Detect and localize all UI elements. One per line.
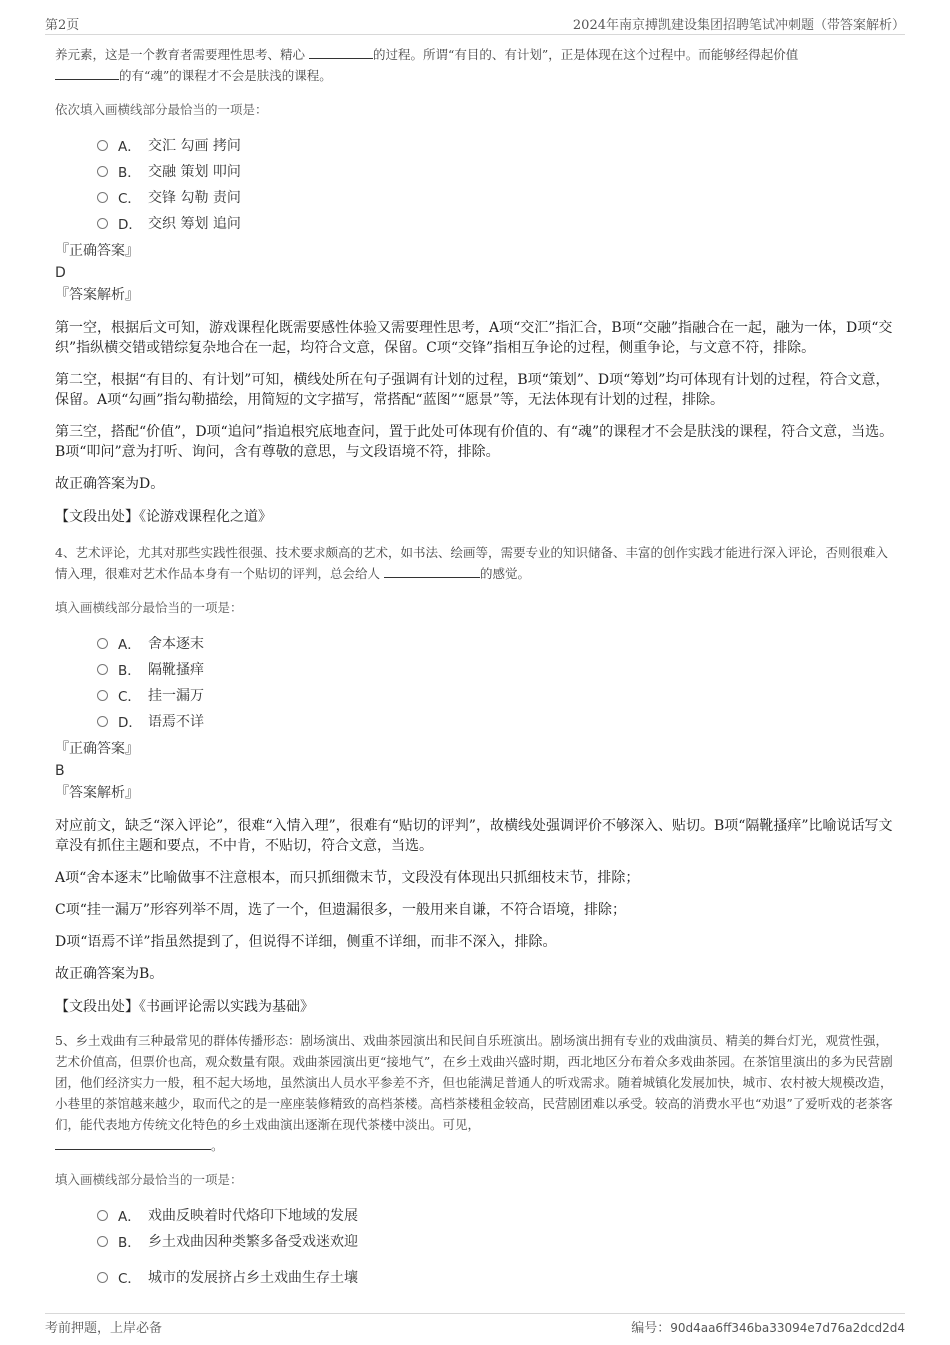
answer-tag: 『正确答案』: [55, 741, 139, 757]
question-5-text: 5、乡土戏曲有三种最常见的群体传播形态：剧场演出、戏曲茶园演出和民间自乐班演出。剧场演出拥有专业的戏曲演员、精美的舞台灯光，观赏性强，艺术价值高，但票价也高，观众数量有限。戏曲茶园演出更“接地气”，在乡土戏曲兴盛时期，西北地区分布着众多戏曲茶园。在茶馆里演出的多为民营剧团，他们经济实力一般，租不起大场地，虽然演出人员水平参差不齐，但也能满足普通人的听戏需求。随着城镇化发展加快，城市、农村被大规模改造，小巷里的茶馆越来越少，取而代之的是一座座装修精致的高档茶楼。高档茶楼租金较高，民营剧团难以承受。较高的消费水平也“劝退”了爱听戏的老茶客们，能代表地方传统文化特色的乡土戏曲演出逐渐在现代茶楼中淡出。可见， 。: [55, 1033, 893, 1153]
option-list: [55, 132, 900, 236]
fill-blank: [55, 1136, 211, 1150]
option-b[interactable]: B． 交融 策划 叩问: [55, 158, 900, 184]
page-footer: [45, 1313, 905, 1337]
explanation-paragraph: 第一空，根据后文可知，游戏课程化既需要感性体验又需要理性思考，A项“交汇”指汇合，B项“交融”指融合在一起，融为一体，D项“交织”指纵横交错或错综复杂地合在一起，均符合文意，保留。C项“交锋”指相互争论的过程，侧重争论，与文意不符，排除。: [55, 320, 893, 356]
radio-icon[interactable]: [97, 140, 108, 151]
question-3-text: 养元素，这是一个教育者需要理性思考、精心 的过程。所谓“有目的、有计划”，正是体现在这个过程中。而能够经得起价值 的有“魂”的课程才不会是肤浅的课程。: [55, 47, 799, 83]
question-4-text: 4、艺术评论，尤其对那些实践性很强、技术要求颇高的艺术，如书法、绘画等，需要专业的知识储备、丰富的创作实践才能进行深入评论，否则很难入情入理，很难对艺术作品本身有一个贴切的评判，总会给人 的感觉。: [55, 545, 888, 581]
page-number: 第2页: [45, 18, 80, 33]
question-instruction: 依次填入画横线部分最恰当的一项是：: [55, 102, 268, 117]
option-c[interactable]: C． 城市的发展挤占乡土戏曲生存土壤: [55, 1264, 900, 1290]
option-b[interactable]: B． 隔靴搔痒: [55, 656, 900, 682]
radio-icon[interactable]: [97, 218, 108, 229]
correct-answer: D: [55, 265, 66, 281]
footer-slogan: 考前押题，上岸必备: [45, 1321, 163, 1336]
option-a[interactable]: A． 交汇 勾画 拷问: [55, 132, 900, 158]
option-b[interactable]: B． 乡土戏曲因种类繁多备受戏迷欢迎: [55, 1228, 900, 1254]
explanation-paragraph: C项“挂一漏万”形容列举不周，选了一个，但遗漏很多，一般用来自谦，不符合语境，排除；: [55, 902, 627, 918]
radio-icon[interactable]: [97, 1210, 108, 1221]
explanation-paragraph: A项“舍本逐末”比喻做事不注意根本，而只抓细微末节，文段没有体现出只抓细枝末节，排除；: [55, 870, 640, 886]
radio-icon[interactable]: [97, 192, 108, 203]
radio-icon[interactable]: [97, 716, 108, 727]
analysis-tag: 『答案解析』: [55, 785, 139, 801]
document-code: 编号：90d4aa6ff346ba33094e7d76a2dcd2d4: [631, 1321, 905, 1336]
radio-icon[interactable]: [97, 690, 108, 701]
analysis-body: [55, 318, 900, 494]
radio-icon[interactable]: [97, 1272, 108, 1283]
text-source: 【文段出处】《论游戏课程化之道》: [55, 509, 272, 525]
document-body: [55, 44, 900, 1290]
explanation-paragraph: 对应前文，缺乏“深入评论”，很难“入情入理”，很难有“贴切的评判”，故横线处强调评价不够深入、贴切。B项“隔靴搔痒”比喻说话写文章没有抓住主题和要点，不中肯，不贴切，符合文意，当选。: [55, 818, 893, 854]
radio-icon[interactable]: [97, 638, 108, 649]
question-instruction: 填入画横线部分最恰当的一项是：: [55, 1172, 243, 1187]
option-list: [55, 630, 900, 734]
option-a[interactable]: A． 舍本逐末: [55, 630, 900, 656]
question-instruction: 填入画横线部分最恰当的一项是：: [55, 600, 243, 615]
radio-icon[interactable]: [97, 1236, 108, 1247]
explanation-paragraph: D项“语焉不详”指虽然提到了，但说得不详细，侧重不详细，而非不深入，排除。: [55, 934, 557, 950]
document-title: 2024年南京搏凯建设集团招聘笔试冲刺题（带答案解析）: [572, 18, 905, 33]
option-d[interactable]: D． 交织 筹划 追问: [55, 210, 900, 236]
analysis-body: [55, 816, 900, 984]
correct-answer: B: [55, 763, 65, 779]
option-a[interactable]: A． 戏曲反映着时代烙印下地域的发展: [55, 1202, 900, 1228]
explanation-conclusion: 故正确答案为D。: [55, 476, 165, 492]
radio-icon[interactable]: [97, 664, 108, 675]
explanation-paragraph: 第二空，根据“有目的、有计划”可知，横线处所在句子强调有计划的过程，B项“策划”、D项“筹划”均可体现有计划的过程，符合文意，保留。A项“勾画”指勾勒描绘，用简短的文字描写，常搭配“蓝图”“愿景”等，无法体现有计划的过程，排除。: [55, 372, 890, 408]
text-source: 【文段出处】《书画评论需以实践为基础》: [55, 999, 314, 1015]
option-c[interactable]: C． 挂一漏万: [55, 682, 900, 708]
fill-blank: [384, 564, 480, 578]
analysis-tag: 『答案解析』: [55, 287, 139, 303]
explanation-paragraph: 第三空，搭配“价值”，D项“追问”指追根究底地查问，置于此处可体现有价值的、有“魂”的课程才不会是肤浅的课程，符合文意，当选。B项“叩问”意为打听、询问，含有尊敬的意思，与文段语境不符，排除。: [55, 424, 894, 460]
option-c[interactable]: C． 交锋 勾勒 责问: [55, 184, 900, 210]
fill-blank: [55, 66, 119, 80]
answer-tag: 『正确答案』: [55, 243, 139, 259]
option-d[interactable]: D． 语焉不详: [55, 708, 900, 734]
explanation-conclusion: 故正确答案为B。: [55, 966, 164, 982]
fill-blank: [309, 45, 373, 59]
page-header: [45, 14, 905, 35]
radio-icon[interactable]: [97, 166, 108, 177]
option-list: [55, 1202, 900, 1290]
